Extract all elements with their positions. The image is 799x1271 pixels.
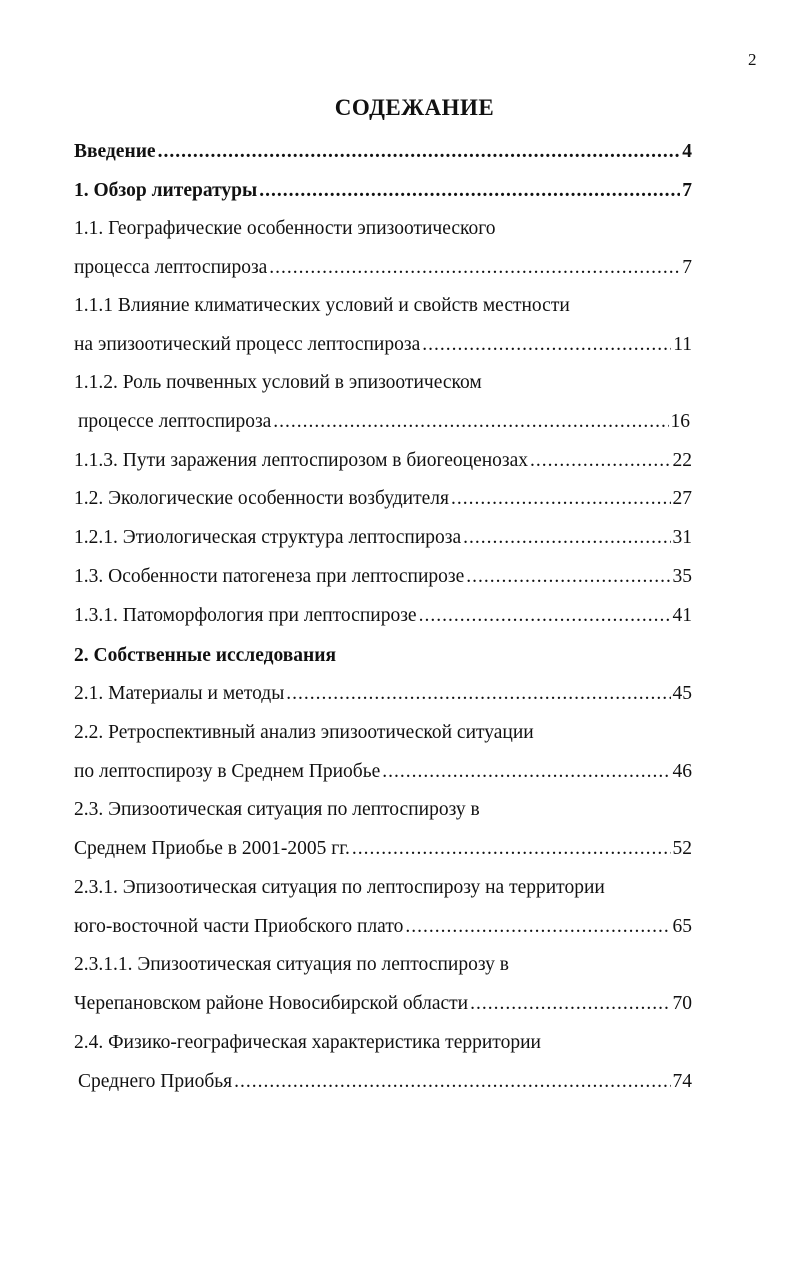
toc-entry xyxy=(74,758,692,786)
toc-entry xyxy=(74,796,480,824)
toc-entry-page: 7 xyxy=(682,257,692,278)
toc-entry-text: 1.1. Географические особенности эпизоотического xyxy=(74,218,496,239)
toc-entry-page: 45 xyxy=(672,683,692,704)
toc-entry xyxy=(74,254,692,282)
toc-entry xyxy=(74,524,692,552)
toc-entry xyxy=(74,602,692,630)
toc-entry xyxy=(74,1029,541,1057)
toc-entry xyxy=(74,215,496,243)
toc-entry-text: 1.1.2. Роль почвенных условий в эпизоотическом xyxy=(74,372,482,393)
toc-entry xyxy=(74,138,692,166)
toc-entry-text: Среднем Приобье в 2001-2005 гг. xyxy=(74,838,350,859)
toc-entry-text: 2.4. Физико-географическая характеристика территории xyxy=(74,1032,541,1053)
toc-entry-page: 65 xyxy=(672,916,692,937)
toc-entry-text: 2.2. Ретроспективный анализ эпизоотической ситуации xyxy=(74,722,534,743)
toc-leader-dots xyxy=(286,680,670,708)
toc-entry-text: Черепановском районе Новосибирской области xyxy=(74,993,469,1014)
toc-leader-dots xyxy=(530,447,670,475)
toc-entry-text: юго-восточной части Приобского плато xyxy=(74,916,404,937)
toc-entry xyxy=(74,990,692,1018)
toc-entry-page: 4 xyxy=(682,141,692,162)
toc-entry-text: 2. Собственные исследования xyxy=(74,645,337,666)
toc-entry-text: 2.3.1.1. Эпизоотическая ситуация по лептоспирозу в xyxy=(74,954,509,975)
toc-entry-page: 46 xyxy=(672,761,692,782)
toc-leader-dots xyxy=(419,602,671,630)
toc-entry xyxy=(74,563,692,591)
toc-entry-text: 1. Обзор литературы xyxy=(74,180,258,201)
toc-entry-page: 22 xyxy=(672,450,692,471)
toc-entry-page: 70 xyxy=(672,993,692,1014)
toc-entry-text: 2.1. Материалы и методы xyxy=(74,683,285,704)
toc-entry-text: 1.2. Экологические особенности возбудителя xyxy=(74,488,449,509)
toc-entry xyxy=(74,719,534,747)
toc-entry-text: 1.3. Особенности патогенеза при лептоспирозе xyxy=(74,566,465,587)
toc-leader-dots xyxy=(470,990,670,1018)
toc-entry-text: 2.3. Эпизоотическая ситуация по лептоспирозу в xyxy=(74,799,480,820)
toc-entry xyxy=(74,292,570,320)
toc-leader-dots xyxy=(158,138,681,166)
toc-entry-text: 1.1.1 Влияние климатических условий и свойств местности xyxy=(74,295,570,316)
toc-leader-dots xyxy=(259,177,680,205)
page-title: СОДЕЖАНИЕ xyxy=(334,95,495,120)
toc-entry-page: 41 xyxy=(672,605,692,626)
toc-entry xyxy=(78,1068,692,1096)
toc-entry xyxy=(74,369,482,397)
toc-entry-page: 11 xyxy=(673,334,692,355)
toc-entry-text: Среднего Приобья xyxy=(78,1071,233,1092)
toc-entry-page: 74 xyxy=(672,1071,692,1092)
toc-entry-text: 1.2.1. Этиологическая структура лептоспироза xyxy=(74,527,462,548)
toc-entry xyxy=(74,642,336,670)
toc-leader-dots xyxy=(273,408,668,436)
toc-leader-dots xyxy=(352,835,671,863)
toc-entry-text: 1.1.3. Пути заражения лептоспирозом в биогеоценозах xyxy=(74,450,529,471)
toc-entry-page: 16 xyxy=(670,411,690,432)
toc-leader-dots xyxy=(405,913,670,941)
toc-entry-text: Введение xyxy=(74,141,156,162)
toc-leader-dots xyxy=(422,331,671,359)
toc-entry xyxy=(74,447,692,475)
toc-entry xyxy=(74,951,509,979)
toc-entry-page: 52 xyxy=(672,838,692,859)
toc-entry xyxy=(74,680,692,708)
toc-leader-dots xyxy=(466,563,670,591)
toc-entry-page: 7 xyxy=(682,180,692,201)
page-number: 2 xyxy=(748,50,757,69)
toc-entry-text: по лептоспирозу в Среднем Приобье xyxy=(74,761,381,782)
toc-entry-text: процесса лептоспироза xyxy=(74,257,268,278)
toc-leader-dots xyxy=(234,1068,670,1096)
toc-leader-dots xyxy=(269,254,680,282)
toc-entry-text: 2.3.1. Эпизоотическая ситуация по лептоспирозу на территории xyxy=(74,877,605,898)
toc-entry xyxy=(74,177,692,205)
toc-entry-page: 27 xyxy=(672,488,692,509)
toc-entry xyxy=(74,913,692,941)
toc-entry xyxy=(78,408,690,436)
toc-entry-page: 31 xyxy=(672,527,692,548)
toc-entry-text: процессе лептоспироза xyxy=(78,411,272,432)
toc-entry-text: 1.3.1. Патоморфология при лептоспирозе xyxy=(74,605,417,626)
toc-entry xyxy=(74,485,692,513)
toc-leader-dots xyxy=(382,758,670,786)
toc-leader-dots xyxy=(463,524,670,552)
toc-entry xyxy=(74,874,605,902)
toc-entry xyxy=(74,835,692,863)
toc-entry xyxy=(74,331,692,359)
toc-leader-dots xyxy=(451,485,671,513)
toc-entry-text: на эпизоотический процесс лептоспироза xyxy=(74,334,421,355)
toc-entry-page: 35 xyxy=(672,566,692,587)
